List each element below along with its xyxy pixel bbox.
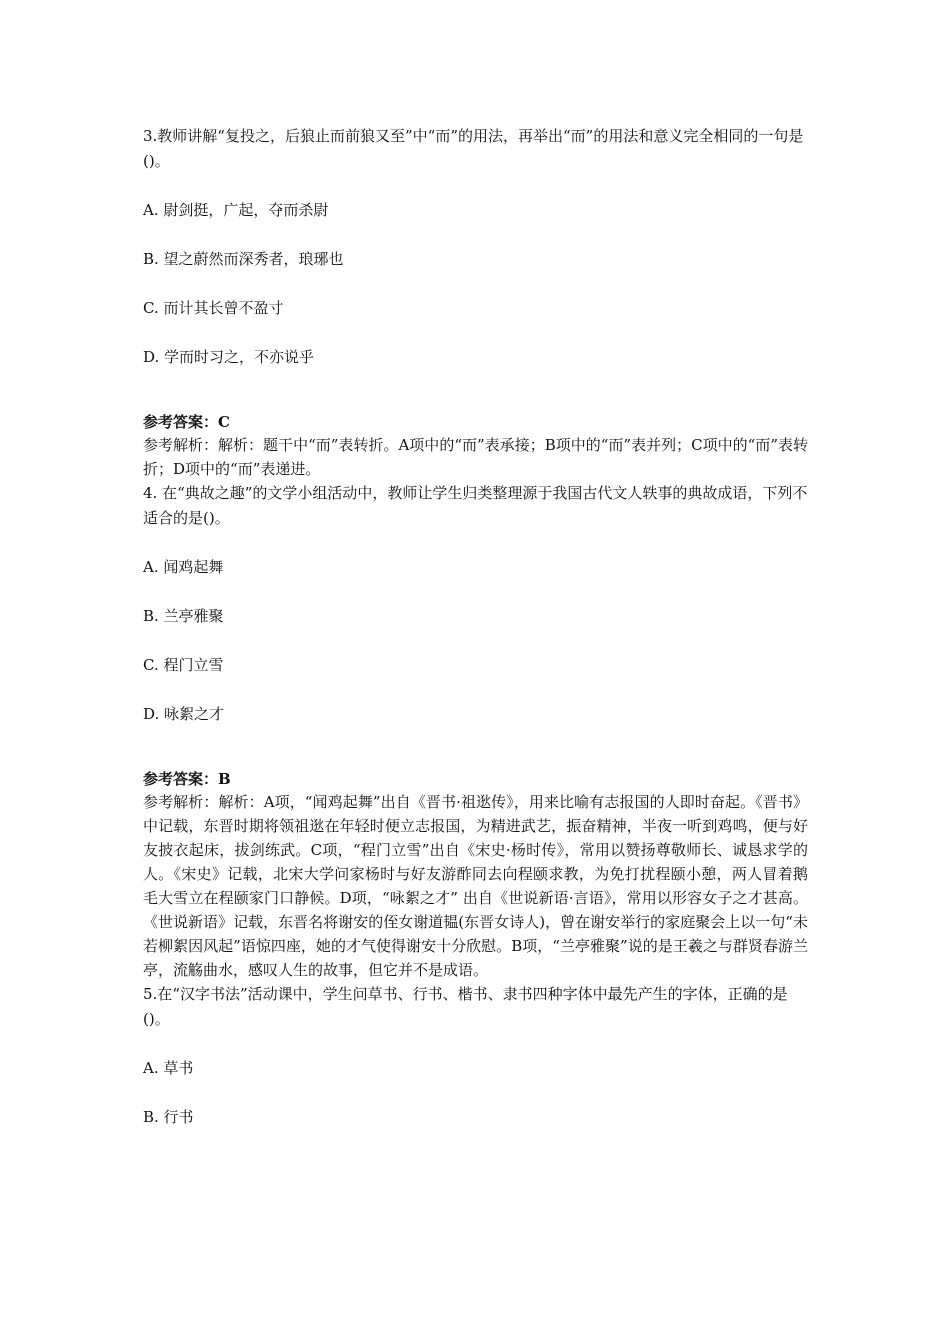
question-4-analysis: 参考解析：解析：A项，“闻鸡起舞”出自《晋书·祖逖传》，用来比喻有志报国的人即时奋起。《晋书》中记载，东晋时期将领祖逖在年轻时便立志报国，为精进武艺，振奋精神，半夜一听到鸡鸣，便与好友披衣起床，拔剑练武。C项，“程门立雪”出自《宋史·杨时传》，常用以赞扬尊敬师长、诚恳求学的人。《宋史》记载，北宋大学问家杨时与好友游酢同去向程颐求教，为免打扰程颐小憩，两人冒着鹅毛大雪立在程颐家门口静候。D项，“咏絮之才” 出自《世说新语·言语》，常用以形容女子之才甚高。《世说新语》记载，东晋名将谢安的侄女谢道韫(东晋女诗人)，曾在谢安举行的家庭聚会上以一句“未若柳絮因风起”语惊四座，她的才气使得谢安十分欣慰。B项，“兰亭雅聚”说的是王羲之与群贤春游兰亭，流觞曲水，感叹人生的故事，但它并不是成语。 — [143, 793, 808, 979]
question-5-stem: 5.在“汉字书法”活动课中，学生问草书、行书、楷书、隶书四种字体中最先产生的字体，正确的是()。 — [143, 985, 788, 1028]
question-5-option-a: A. 草书 — [143, 1059, 194, 1077]
question-5-option-b: B. 行书 — [143, 1108, 194, 1126]
question-3-option-d: D. 学而时习之，不亦说乎 — [143, 348, 315, 366]
question-3-stem: 3.教师讲解“复投之，后狼止而前狼又至”中“而”的用法，再举出“而”的用法和意义完全相同的一句是()。 — [143, 127, 804, 170]
document-page — [143, 124, 808, 1130]
question-4-option-b: B. 兰亭雅聚 — [143, 607, 224, 625]
question-4-option-d: D. 咏絮之才 — [143, 705, 225, 723]
question-4-stem: 4. 在“典故之趣”的文学小组活动中，教师让学生归类整理源于我国古代文人轶事的典故成语，下列不适合的是()。 — [143, 484, 808, 527]
answer-label: 参考答案： — [143, 413, 219, 431]
question-3-option-a: A. 尉剑挺，广起，夺而杀尉 — [143, 201, 329, 219]
question-3-option-b: B. 望之蔚然而深秀者，琅琊也 — [143, 250, 344, 268]
question-3-option-c: C. 而计其长曾不盈寸 — [143, 299, 284, 317]
answer-value: C — [218, 413, 230, 431]
answer-value: B — [218, 770, 231, 788]
question-4-option-a: A. 闻鸡起舞 — [143, 558, 224, 576]
question-4-option-c: C. 程门立雪 — [143, 656, 224, 674]
question-3-analysis: 参考解析：解析：题干中“而”表转折。A项中的“而”表承接；B项中的“而”表并列；C项中的“而”表转折；D项中的“而”表递进。 — [143, 436, 808, 478]
question-4-answer — [143, 768, 808, 790]
question-3-answer — [143, 411, 808, 433]
answer-label: 参考答案： — [143, 770, 219, 788]
